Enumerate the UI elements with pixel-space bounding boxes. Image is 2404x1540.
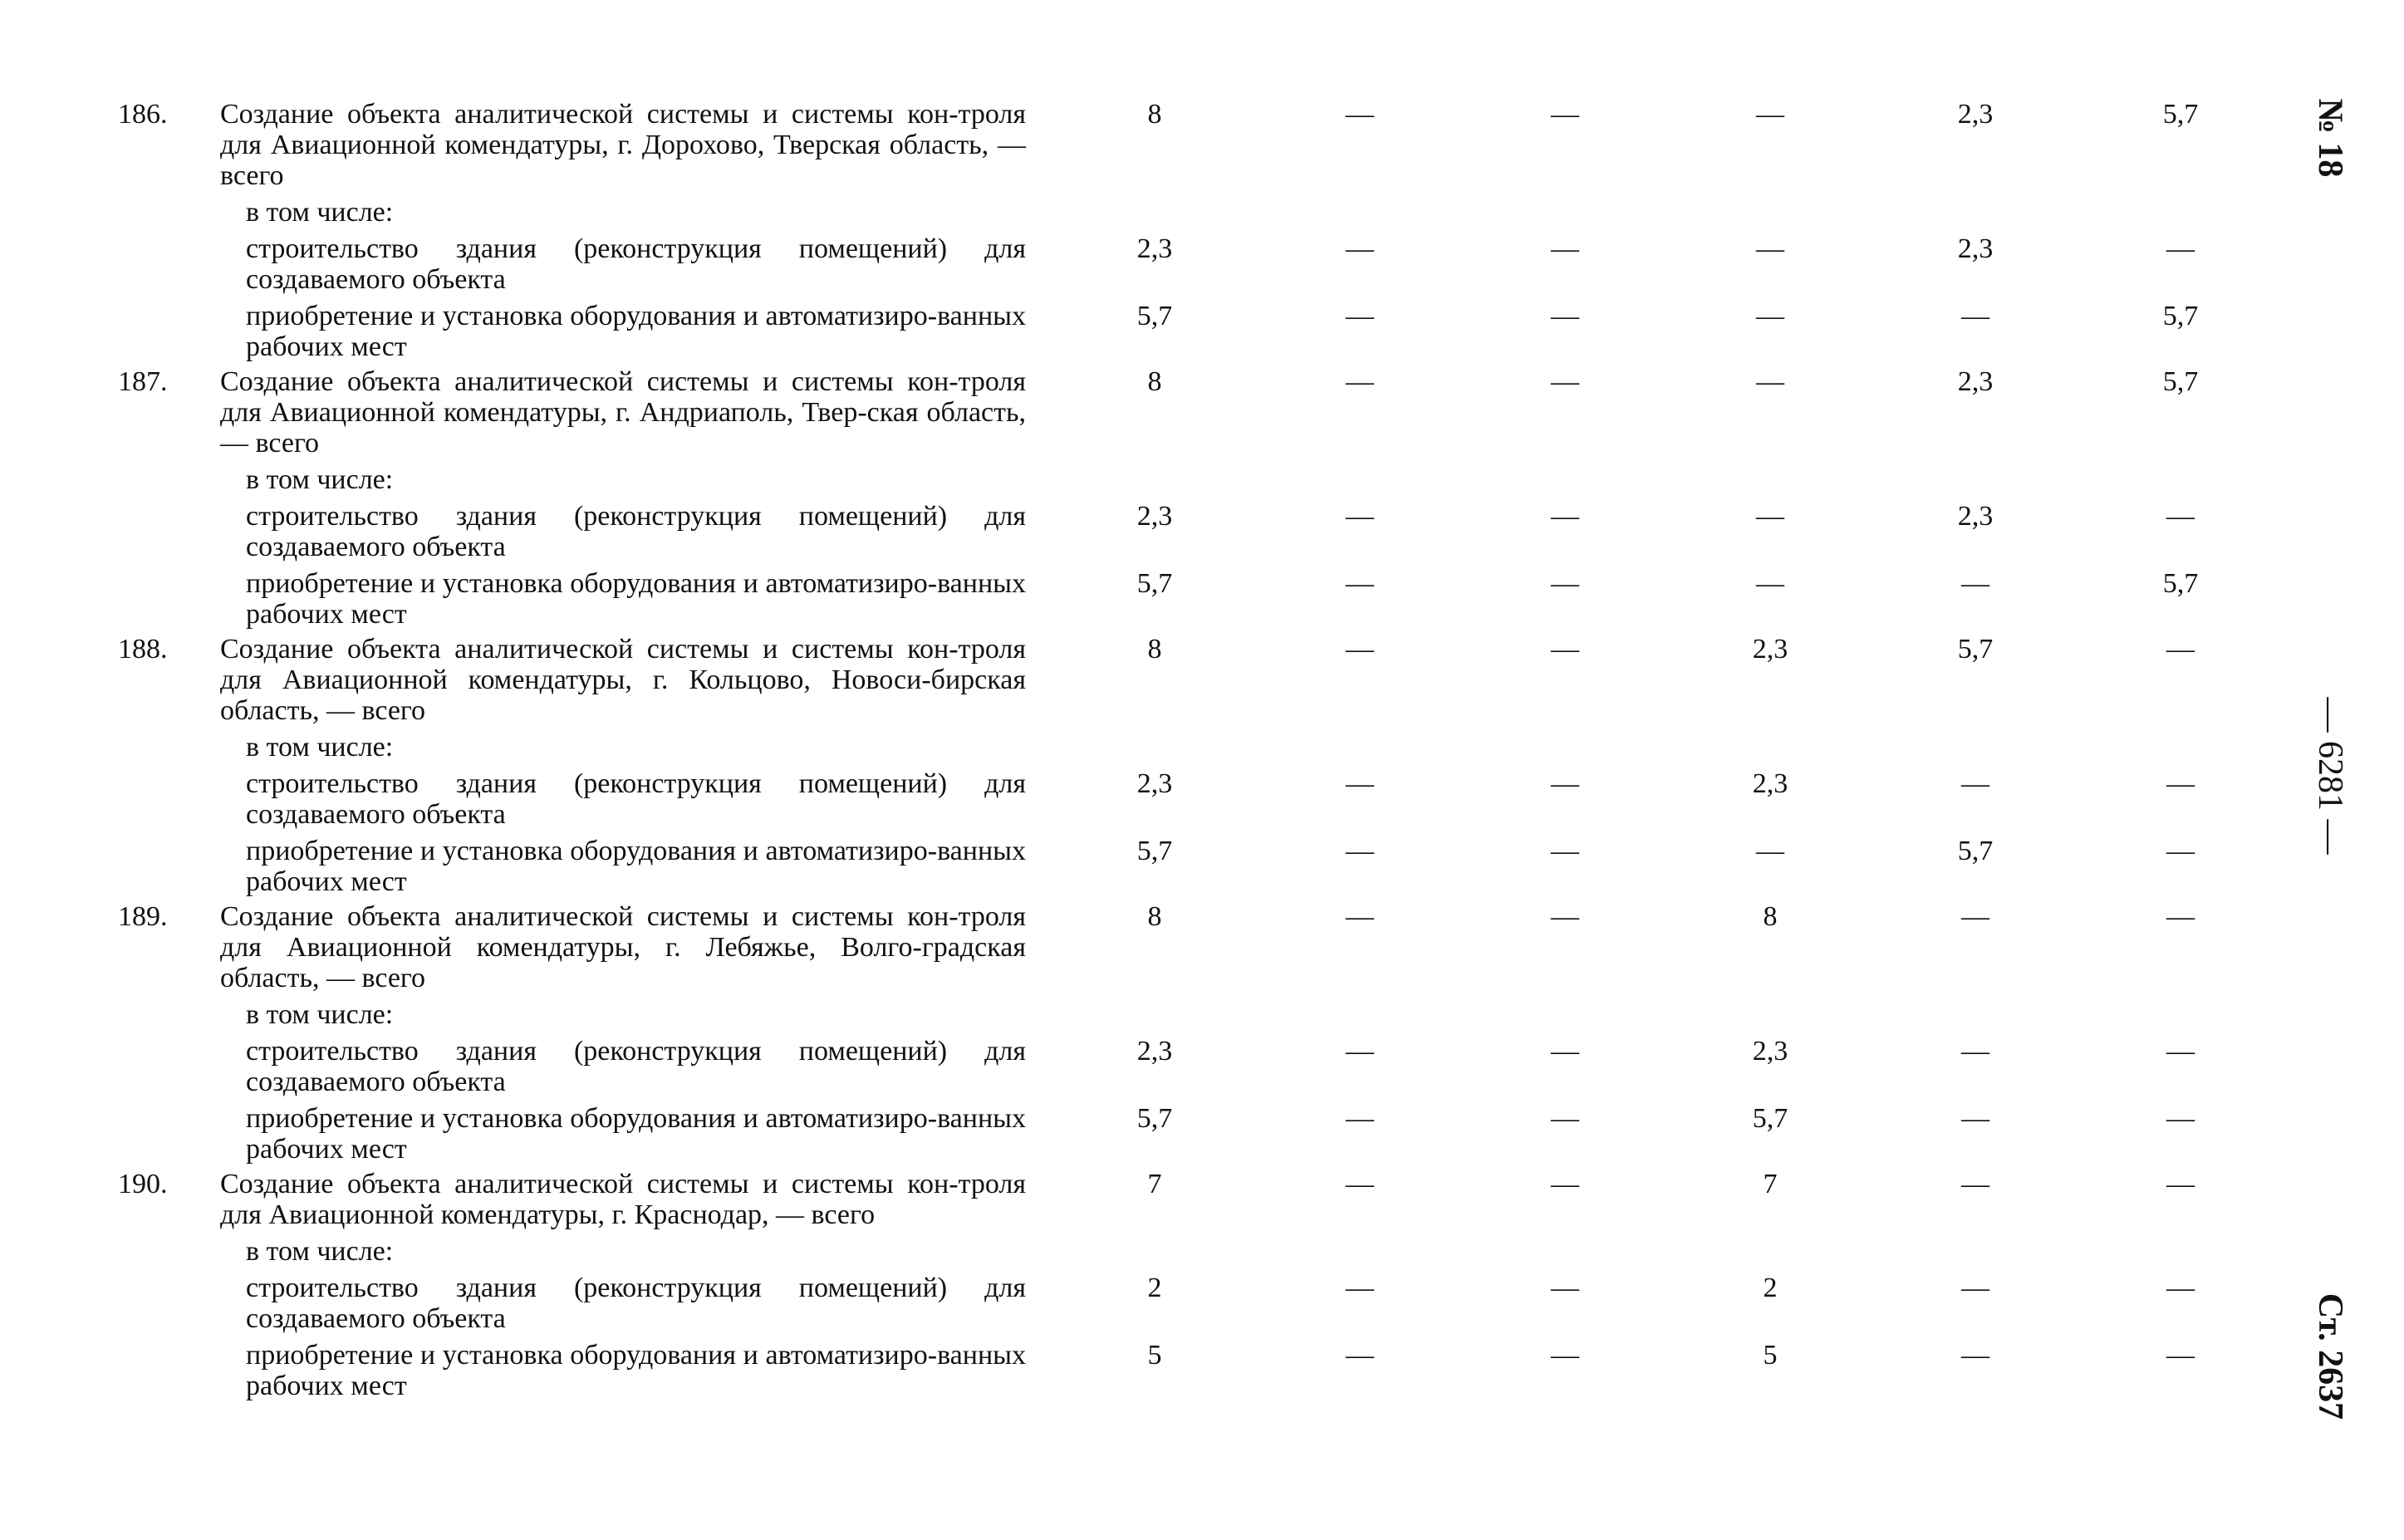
sub-row-text: строительство здания (реконструкция помещений) для создаваемого объекта [246,501,1026,562]
value-cell: 5 [1147,1340,1162,1371]
value-cell: 2,3 [1752,768,1788,799]
value-cell: — [1961,768,1989,799]
value-cell: — [1961,901,1989,932]
value-cell: — [1756,501,1784,532]
value-cell: 5,7 [1136,1103,1173,1134]
value-cell: — [1551,99,1579,130]
value-cell: — [1346,568,1374,599]
value-cell: 5,7 [1957,634,1994,665]
value-cell: — [2166,501,2195,532]
value-cell: 5,7 [2162,366,2199,397]
value-cell: 5,7 [1136,568,1173,599]
value-cell: — [1551,1103,1579,1134]
sub-row-text: приобретение и установка оборудования и автоматизиро-ванных рабочих мест [246,1103,1026,1165]
value-cell: — [1551,1273,1579,1303]
value-cell: — [1551,768,1579,799]
value-cell: 2,3 [1136,768,1173,799]
value-cell: — [2166,634,2195,665]
value-cell: 7 [1147,1169,1162,1199]
value-cell: — [2166,233,2195,264]
row-title: Создание объекта аналитической системы и системы кон-троля для Авиационной комендатуры, г. Дорохово, Тверская область, — всего [220,99,1026,191]
row-number: 186. [118,99,168,130]
value-cell: 2 [1763,1273,1778,1303]
value-cell: — [1346,1273,1374,1303]
value-cell: — [1756,568,1784,599]
value-cell: — [1961,1169,1989,1199]
value-cell: — [1551,1036,1579,1067]
value-cell: 8 [1147,634,1162,665]
sub-row-text: приобретение и установка оборудования и автоматизиро-ванных рабочих мест [246,836,1026,897]
value-cell: — [2166,836,2195,866]
sub-row-text: приобретение и установка оборудования и автоматизиро-ванных рабочих мест [246,1340,1026,1401]
article-number: Ст. 2637 [2311,1292,2349,1420]
row-title: Создание объекта аналитической системы и системы кон-троля для Авиационной комендатуры, г. Краснодар, — всего [220,1169,1026,1230]
value-cell: 2,3 [1957,99,1994,130]
row-number: 187. [118,366,168,397]
value-cell: — [1346,768,1374,799]
value-cell: 2,3 [1136,233,1173,264]
row-number: 188. [118,634,168,665]
value-cell: 5,7 [1752,1103,1788,1134]
value-cell: — [2166,1273,2195,1303]
value-cell: — [1756,99,1784,130]
value-cell: — [1346,634,1374,665]
sub-row-text: строительство здания (реконструкция помещений) для создаваемого объекта [246,768,1026,830]
value-cell: — [1961,1103,1989,1134]
value-cell: 7 [1763,1169,1778,1199]
value-cell: — [1756,836,1784,866]
including-label: в том числе: [246,464,394,495]
value-cell: — [1346,99,1374,130]
sub-row-text: строительство здания (реконструкция помещений) для создаваемого объекта [246,1273,1026,1334]
sub-row-text: приобретение и установка оборудования и автоматизиро-ванных рабочих мест [246,301,1026,362]
value-cell: 5,7 [1136,301,1173,331]
value-cell: — [1756,301,1784,331]
value-cell: — [1551,634,1579,665]
value-cell: — [1551,901,1579,932]
value-cell: 5,7 [2162,99,2199,130]
value-cell: — [2166,1169,2195,1199]
value-cell: — [1551,501,1579,532]
row-number: 190. [118,1169,168,1199]
value-cell: 5,7 [1957,836,1994,866]
value-cell: — [1551,1169,1579,1199]
value-cell: 2,3 [1957,233,1994,264]
value-cell: — [2166,1036,2195,1067]
value-cell: — [1551,366,1579,397]
value-cell: 2,3 [1136,1036,1173,1067]
row-title: Создание объекта аналитической системы и системы кон-троля для Авиационной комендатуры, г. Кольцово, Новоси-бирская область, — всего [220,634,1026,726]
value-cell: — [1961,1273,1989,1303]
value-cell: 2,3 [1752,1036,1788,1067]
value-cell: — [1346,301,1374,331]
value-cell: — [1551,1340,1579,1371]
value-cell: 5,7 [1136,836,1173,866]
including-label: в том числе: [246,732,394,763]
value-cell: — [1551,301,1579,331]
value-cell: — [1346,366,1374,397]
row-title: Создание объекта аналитической системы и системы кон-троля для Авиационной комендатуры, г. Андриаполь, Твер-ская область, — всего [220,366,1026,459]
value-cell: — [1346,836,1374,866]
value-cell: 2,3 [1957,501,1994,532]
value-cell: — [1551,233,1579,264]
row-title: Создание объекта аналитической системы и системы кон-троля для Авиационной комендатуры, г. Лебяжье, Волго-градская область, — всего [220,901,1026,993]
value-cell: 8 [1147,366,1162,397]
value-cell: 8 [1763,901,1778,932]
including-label: в том числе: [246,1236,394,1267]
value-cell: — [2166,1103,2195,1134]
value-cell: — [1346,1036,1374,1067]
value-cell: — [1346,1169,1374,1199]
value-cell: — [2166,768,2195,799]
including-label: в том числе: [246,999,394,1030]
value-cell: — [2166,901,2195,932]
value-cell: — [1961,301,1989,331]
value-cell: — [2166,1340,2195,1371]
value-cell: — [1961,1036,1989,1067]
value-cell: 2,3 [1752,634,1788,665]
value-cell: 5,7 [2162,301,2199,331]
value-cell: 2,3 [1136,501,1173,532]
including-label: в том числе: [246,197,394,228]
value-cell: — [1961,1340,1989,1371]
sub-row-text: строительство здания (реконструкция помещений) для создаваемого объекта [246,233,1026,295]
page-number: — 6281 — [2311,697,2349,855]
sub-row-text: приобретение и установка оборудования и автоматизиро-ванных рабочих мест [246,568,1026,630]
value-cell: — [1551,836,1579,866]
sub-row-text: строительство здания (реконструкция помещений) для создаваемого объекта [246,1036,1026,1097]
value-cell: — [1346,1340,1374,1371]
value-cell: — [1756,366,1784,397]
value-cell: 8 [1147,901,1162,932]
value-cell: — [1346,901,1374,932]
row-number: 189. [118,901,168,932]
value-cell: 2 [1147,1273,1162,1303]
value-cell: — [1961,568,1989,599]
value-cell: — [1346,1103,1374,1134]
value-cell: — [1346,233,1374,264]
value-cell: — [1551,568,1579,599]
value-cell: 5 [1763,1340,1778,1371]
value-cell: 2,3 [1957,366,1994,397]
value-cell: 5,7 [2162,568,2199,599]
value-cell: — [1346,501,1374,532]
issue-number: № 18 [2311,98,2349,178]
value-cell: — [1756,233,1784,264]
value-cell: 8 [1147,99,1162,130]
